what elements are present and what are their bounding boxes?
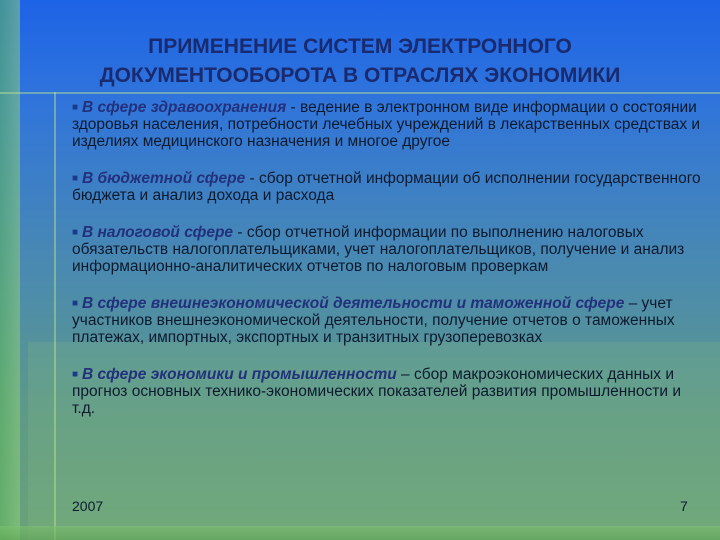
list-item-tax: [72, 224, 702, 275]
item-text: – учет участников внешнеэкономической деятельности, получение отчетов о таможенных платежах, импортных, экспортных и транзитных грузоперевозках: [72, 295, 675, 346]
list-item-customs: [72, 295, 702, 346]
item-lead: В сфере здравоохранения: [82, 99, 287, 116]
item-text: - сбор отчетной информации по выполнению налоговых обязательств налогоплательщиками, учет налогоплательщиков, получение и анализ информационно-аналитических отчетов по налоговым проверкам: [72, 224, 685, 275]
square-bullet-icon: ■: [72, 227, 79, 238]
page-number: 7: [680, 498, 688, 514]
footer-year: 2007: [72, 498, 104, 514]
item-text: - ведение в электронном виде информации о состоянии здоровья населения, потребности лечебных учреждений в лекарственных средствах и изделиях медицинского назначения и многое другое: [72, 99, 701, 150]
list-item-budget: [72, 170, 702, 204]
list-item-healthcare: [72, 99, 702, 150]
item-lead: В сфере внешнеэкономической деятельности и таможенной сфере: [82, 295, 625, 312]
square-bullet-icon: ■: [72, 369, 79, 380]
bullet-list: [72, 99, 702, 437]
list-item-economy: [72, 366, 702, 417]
item-lead: В бюджетной сфере: [82, 170, 246, 187]
item-text: – сбор макроэкономических данных и прогноз основных технико-экономических показателей развития промышленности и т.д.: [72, 366, 681, 417]
slide-title: [40, 32, 680, 90]
item-lead: В налоговой сфере: [82, 224, 234, 241]
vertical-decor-line: [54, 92, 56, 540]
horizontal-decor-line: [0, 92, 720, 94]
item-text: - сбор отчетной информации об исполнении государственного бюджета и анализ дохода и расхода: [72, 170, 701, 204]
left-decor-bar: [0, 0, 20, 540]
square-bullet-icon: ■: [72, 173, 79, 184]
square-bullet-icon: ■: [72, 102, 79, 113]
title-line-1: ПРИМЕНЕНИЕ СИСТЕМ ЭЛЕКТРОННОГО: [148, 35, 572, 58]
item-lead: В сфере экономики и промышленности: [82, 366, 397, 383]
bottom-decor-bar: [0, 526, 720, 540]
title-line-2: ДОКУМЕНТООБОРОТА В ОТРАСЛЯХ ЭКОНОМИКИ: [99, 64, 621, 87]
square-bullet-icon: ■: [72, 298, 79, 309]
